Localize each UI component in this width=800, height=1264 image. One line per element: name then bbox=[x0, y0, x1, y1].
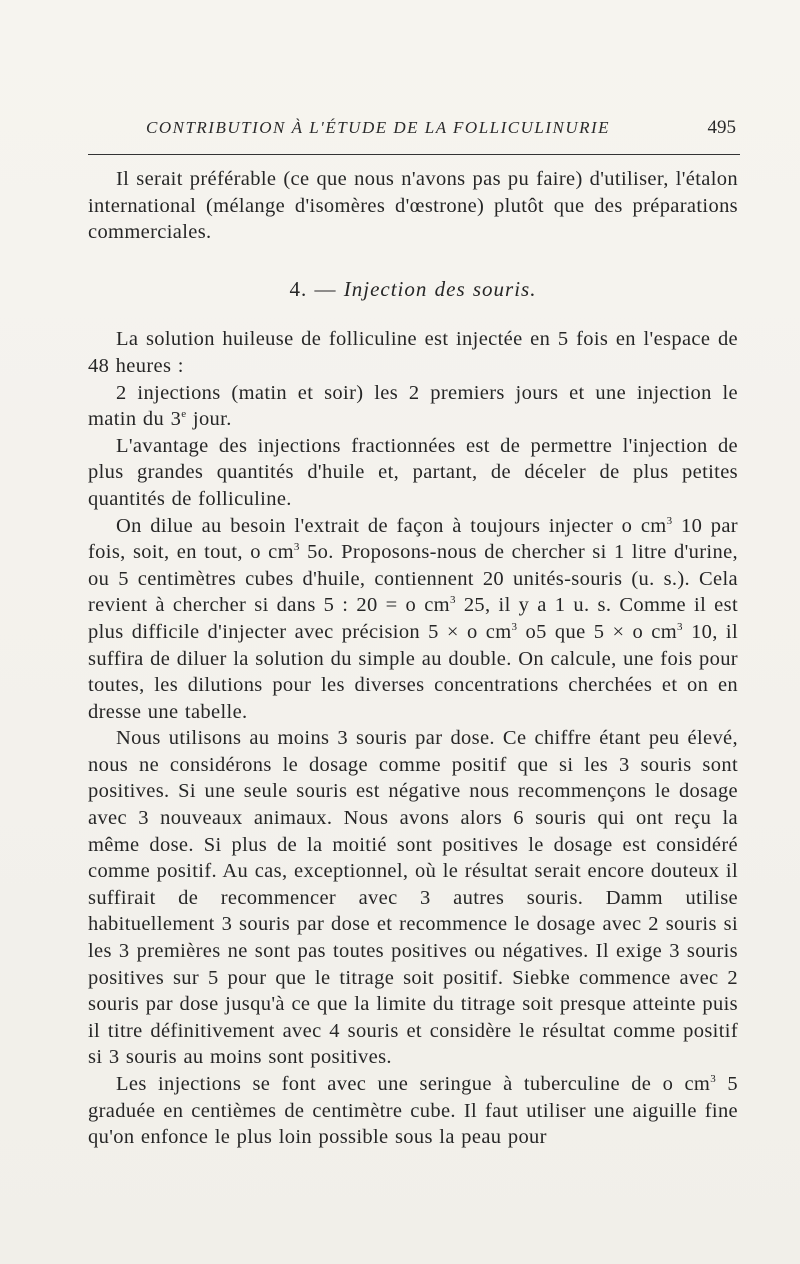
text-run: 10 par fois, soit, en tout, o cm bbox=[88, 514, 738, 564]
section-title: Injection des souris. bbox=[343, 276, 537, 301]
paragraph-etalon: Il serait préférable (ce que nous n'avons pas pu faire) d'utiliser, l'étalon international (mélange d'isomères d'œstrone) plutôt que des préparations commerciales. bbox=[88, 168, 738, 244]
paragraph-souris-dose: Nous utilisons au moins 3 souris par dose. Ce chiffre étant peu élevé, nous ne considérons le dosage comme positif que si les 3 souris sont positives. Si une seule souris est négative nous recommençons le dosage avec 3 nouveaux animaux. Nous avons alors 6 souris qui ont reçu la même dose. Si plus de la moitié sont positives le dosage est considéré comme positif. Au cas, exceptionnel, où le résultat serait encore douteux il suffirait de recommencer avec 3 autres souris. Damm utilise habituellement 3 souris par dose et recommence le dosage avec 2 souris si les 3 premières ne sont pas toutes positives ou négatives. Il exige 3 souris positives sur 5 pour que le titrage soit positif. Siebke commence avec 2 souris par dose jusqu'à ce que la limite du titrage soit presque atteinte puis il titre définitivement avec 4 souris et considère le résultat comme positif si 3 souris au moins sont positives. bbox=[88, 727, 738, 1069]
superscript: 3 bbox=[449, 594, 456, 607]
header-rule bbox=[88, 154, 740, 155]
text-run: 5o. Proposons-nous de chercher si 1 litre d'urine, ou 5 centimètres cubes d'huile, contiennent 20 unités-souris (u. s.). Cela revient à chercher si dans 5 : 20 = o cm bbox=[88, 541, 738, 617]
text-run: 25, il y a 1 u. s. Comme il est plus difficile d'injecter avec précision 5 × o cm bbox=[88, 594, 738, 643]
superscript: 3 bbox=[710, 1073, 717, 1086]
paragraph-solution: La solution huileuse de folliculine est injectée en 5 fois en l'espace de 48 heures : bbox=[88, 328, 738, 377]
superscript: 3 bbox=[511, 621, 518, 634]
body-text bbox=[88, 166, 738, 1151]
superscript: 3 bbox=[293, 541, 300, 554]
paragraph-seringue bbox=[88, 1071, 738, 1151]
superscript: 3 bbox=[677, 621, 683, 634]
text-run: 5 graduée en centièmes de centimètre cube. Il faut utiliser une aiguille fine qu'on enfonce le plus loin possible sous la peau pour bbox=[88, 1073, 739, 1149]
text-run: 2 injections (matin et soir) les 2 premiers jours et une injection le matin du 3 bbox=[88, 381, 738, 431]
text-run: o5 que 5 × o cm bbox=[517, 620, 678, 643]
text-run: Les injections se font avec une seringue à tuberculine de o cm bbox=[116, 1073, 711, 1095]
superscript: e bbox=[181, 408, 187, 421]
section-heading bbox=[88, 276, 738, 303]
page-number: 495 bbox=[707, 117, 736, 138]
paragraph-avantage: L'avantage des injections fractionnées est de permettre l'injection de plus grandes quantités d'huile et, partant, de déceler de plus petites quantités de folliculine. bbox=[88, 434, 738, 510]
paragraph-injections bbox=[88, 380, 738, 433]
text-run: jour. bbox=[186, 408, 232, 431]
running-title: CONTRIBUTION À L'ÉTUDE DE LA FOLLICULINURIE bbox=[146, 118, 611, 137]
section-dash: — bbox=[314, 276, 337, 301]
text-run: 10, il suffira de diluer la solution du simple au double. On calcule, une fois pour toutes, les dilutions pour les diverses concentrations cherchées et on en dresse une tabelle. bbox=[88, 620, 738, 723]
paragraph-dilution bbox=[88, 513, 738, 726]
page-header bbox=[88, 118, 740, 158]
text-run: On dilue au besoin l'extrait de façon à toujours injecter o cm bbox=[116, 514, 667, 537]
superscript: 3 bbox=[666, 514, 673, 527]
section-number: 4. bbox=[289, 276, 308, 301]
